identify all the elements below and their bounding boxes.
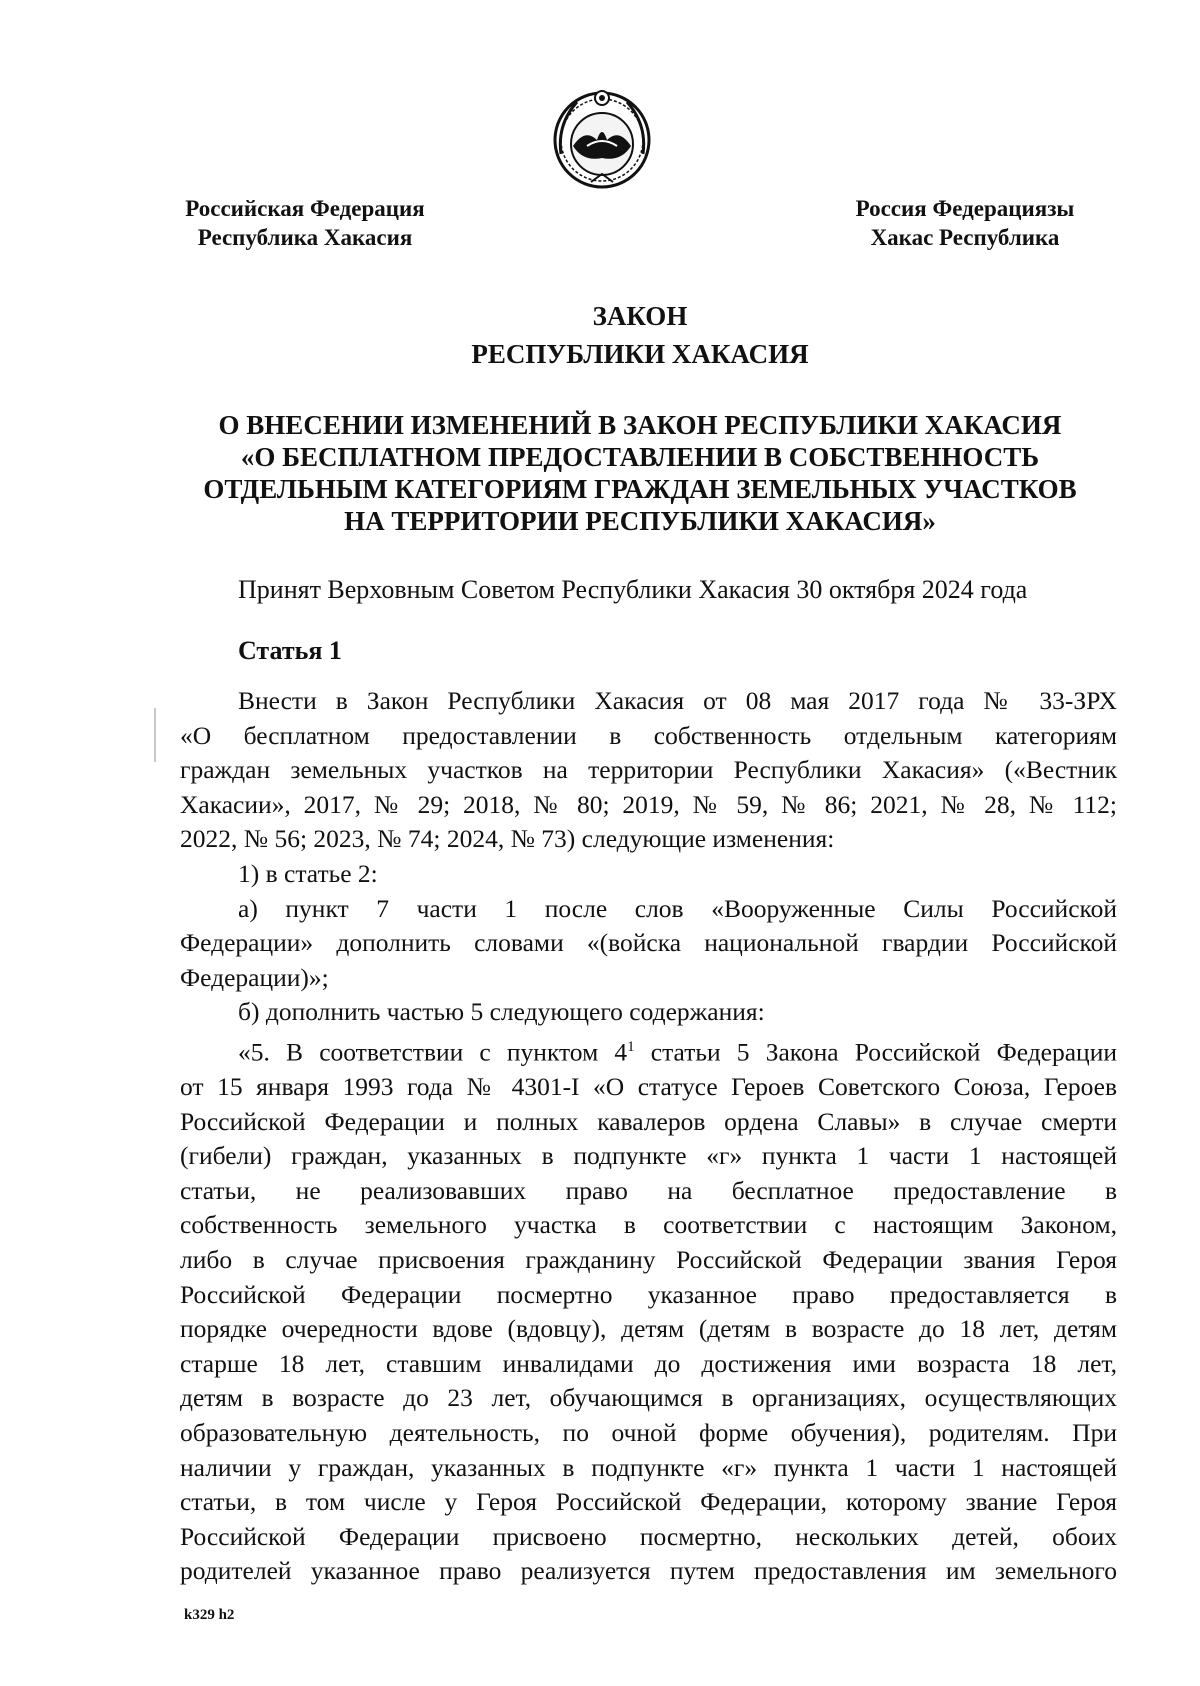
body-line-part: статьи 5 Закона Российской Федерации [650,1037,1118,1067]
body-line: Российской Федерации и полных кавалеров ордена Славы» в случае смерти [180,1106,1117,1136]
body-line: либо в случае присвоения гражданину Российской Федерации звания Героя [180,1245,1117,1274]
body-line: Российской Федерации присвоено посмертно, нескольких детей, обоих [180,1521,1117,1551]
document-type-block [160,297,1120,373]
body-line: а) пункт 7 части 1 после слов «Вооруженные Силы Российской [238,893,1117,923]
document-subject [160,409,1120,537]
body-line: статьи, не реализовавших право на бесплатное предоставление в [180,1175,1117,1205]
body-line: родителей указанное право реализуется путем предоставления им земельного [180,1556,1117,1586]
header-right-khakas [830,194,1100,252]
body-line: Внести в Закон Республики Хакасия от 08 мая 2017 года № 33-ЗРХ [238,686,1117,715]
header-left-russian [170,194,440,252]
article-body [180,684,1117,1589]
body-line: Российской Федерации посмертно указанное право предоставляется в [180,1279,1117,1309]
adoption-note: Принят Верховным Советом Республики Хакасия 30 октября 2024 года [238,575,1028,604]
subject-line-3: ОТДЕЛЬНЫМ КАТЕГОРИЯМ ГРАЖДАН ЗЕМЕЛЬНЫХ УЧАСТКОВ [203,474,1077,504]
header-left-line-2: Республика Хакасия [197,225,413,250]
footer-code: k329 h2 [184,1607,235,1623]
coat-of-arms-emblem [551,84,653,192]
header-right-line-2: Хакас Республика [870,225,1060,250]
superscript: 1 [627,1038,635,1055]
body-line: Федерации» дополнить словами «(войска национальной гвардии Российской [180,928,1117,958]
body-line: 2022, № 56; 2023, № 74; 2024, № 73) следующие изменения: [180,824,835,854]
body-line: «О бесплатном предоставлении в собственность отдельным категориям [180,720,1117,750]
body-line: порядке очередности вдове (вдовцу), детям (детям в возрасте до 18 лет, детям [180,1314,1117,1344]
body-line: наличии у граждан, указанных в подпункте «г» пункта 1 части 1 настоящей [180,1452,1117,1482]
body-line: (гибели) граждан, указанных в подпункте «г» пункта 1 части 1 настоящей [180,1141,1117,1171]
document-issuer: РЕСПУБЛИКИ ХАКАСИЯ [471,339,809,369]
article-heading: Статья 1 [238,636,342,665]
body-line: 1) в статье 2: [238,858,378,888]
subject-line-4: НА ТЕРРИТОРИИ РЕСПУБЛИКИ ХАКАСИЯ» [344,506,936,536]
margin-mark [154,708,156,762]
body-line: Федерации)»; [180,962,329,992]
subject-line-1: О ВНЕСЕНИИ ИЗМЕНЕНИЙ В ЗАКОН РЕСПУБЛИКИ ХАКАСИЯ [218,410,1062,440]
body-line: граждан земельных участков на территории Республики Хакасия» («Вестник [180,755,1117,785]
body-line: старше 18 лет, ставшим инвалидами до достижения ими возраста 18 лет, [180,1348,1117,1378]
header-left-line-1: Российская Федерация [185,196,425,221]
body-line: образовательную деятельность, по очной форме обучения), родителям. При [180,1417,1117,1447]
body-line-with-superscript [180,1030,1117,1070]
body-line: детям в возрасте до 23 лет, обучающимся в организациях, осуществляющих [180,1383,1117,1413]
body-line: собственность земельного участка в соответствии с настоящим Законом, [180,1210,1117,1240]
body-line: от 15 января 1993 года № 4301-I «О статусе Героев Советского Союза, Героев [180,1072,1117,1102]
body-line: статьи, в том числе у Героя Российской Федерации, которому звание Героя [180,1487,1117,1517]
header-right-line-1: Россия Федерациязы [855,196,1075,221]
body-line-part: «5. В соответствии с пунктом 4 [238,1037,628,1067]
document-type: ЗАКОН [592,301,688,331]
subject-line-2: «О БЕСПЛАТНОМ ПРЕДОСТАВЛЕНИИ В СОБСТВЕННОСТЬ [240,442,1040,472]
body-line: б) дополнить частью 5 следующего содержания: [238,997,765,1027]
body-line: Хакасии», 2017, № 29; 2018, № 80; 2019, № 59, № 86; 2021, № 28, № 112; [180,789,1117,819]
